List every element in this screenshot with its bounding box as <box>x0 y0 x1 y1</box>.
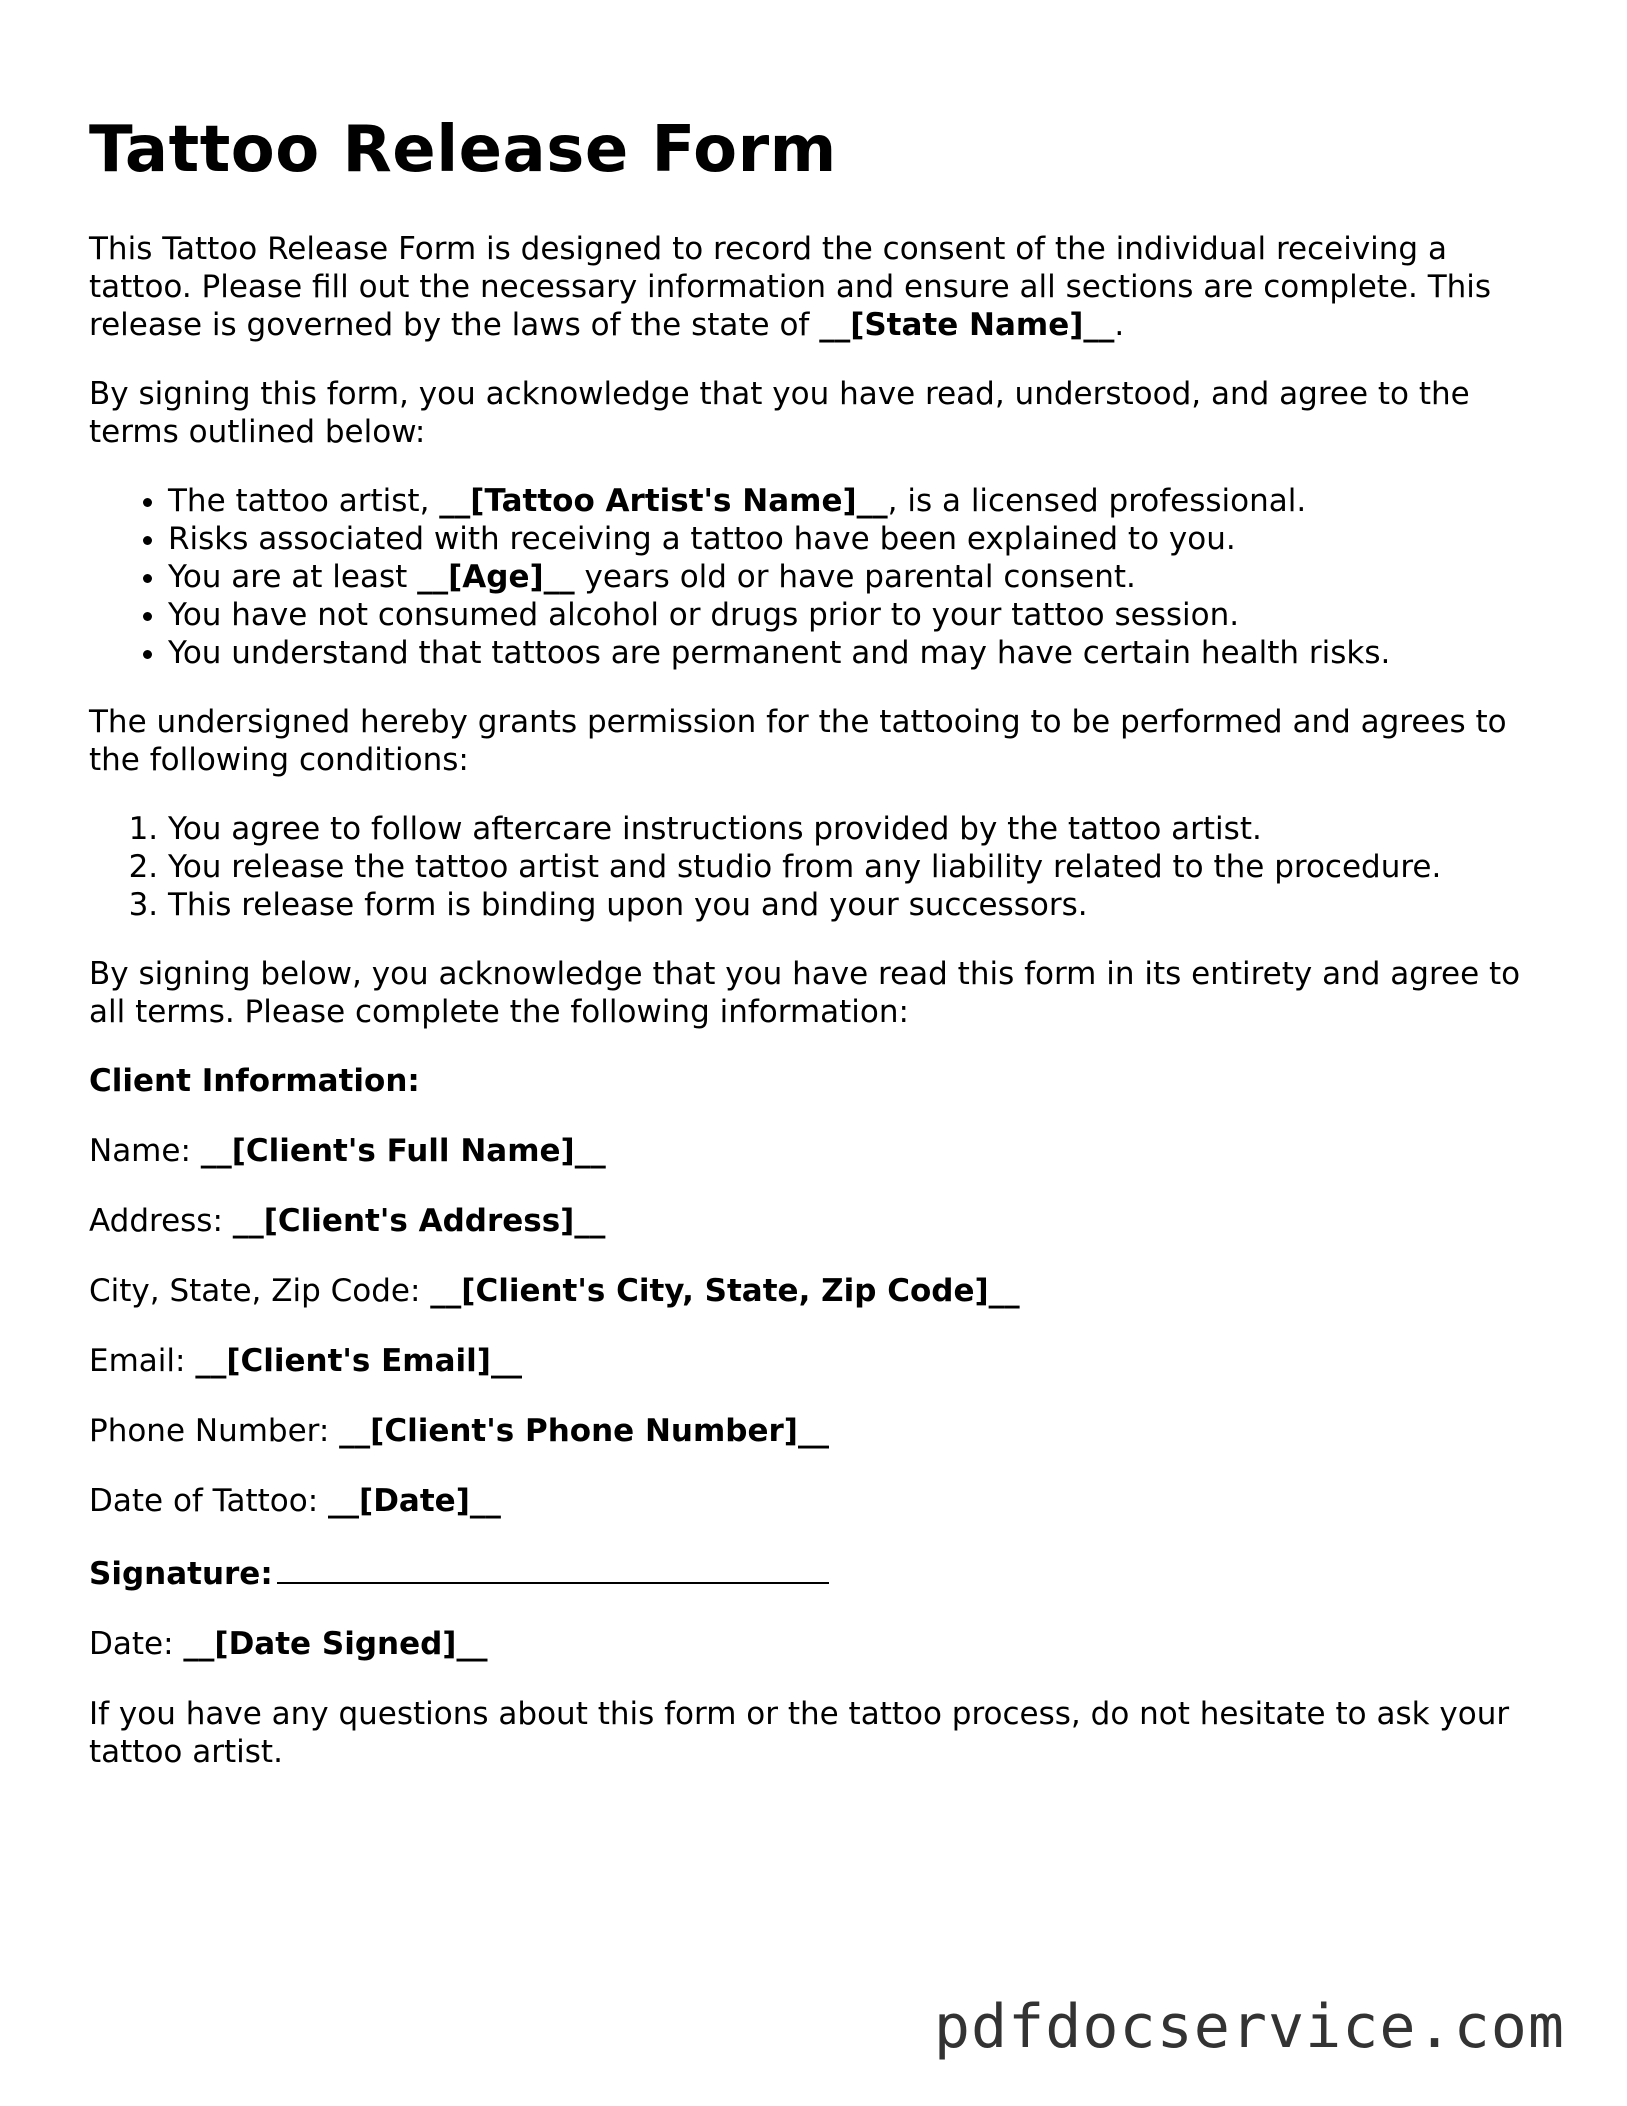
term-text: , is a licensed professional. <box>887 483 1307 519</box>
intro-end: . <box>1114 307 1125 343</box>
conditions-list <box>89 810 1539 924</box>
artist-name-placeholder: __[Tattoo Artist's Name]__ <box>439 483 888 519</box>
term-text: The tattoo artist, <box>168 483 440 519</box>
list-item: • You have not consumed alcohol or drugs prior to your tattoo session. <box>168 596 1539 634</box>
field-value: __[Client's Full Name]__ <box>200 1133 606 1169</box>
field-label: Email: <box>89 1343 196 1379</box>
age-placeholder: __[Age]__ <box>417 559 575 595</box>
state-placeholder: __[State Name]__ <box>819 307 1115 343</box>
field-label: Date of Tattoo: <box>89 1483 329 1519</box>
address-field[interactable] <box>89 1202 1539 1240</box>
field-label: Date: <box>89 1626 184 1662</box>
field-label: City, State, Zip Code: <box>89 1273 431 1309</box>
list-item <box>168 558 1539 596</box>
watermark: pdfdocservice.com <box>933 1992 1565 2062</box>
field-label: Name: <box>89 1133 201 1169</box>
name-field[interactable] <box>89 1132 1539 1170</box>
email-field[interactable] <box>89 1342 1539 1380</box>
signing-paragraph: By signing below, you acknowledge that you have read this form in its entirety and agree to all terms. Please complete the following information: <box>89 956 1521 1030</box>
document-page <box>89 112 1539 1802</box>
field-label: Address: <box>89 1203 233 1239</box>
signature-label: Signature: <box>89 1556 273 1592</box>
date-of-tattoo-field[interactable] <box>89 1482 1539 1520</box>
list-item: 3. This release form is binding upon you and your successors. <box>168 886 1539 924</box>
field-value: __[Date]__ <box>328 1483 501 1519</box>
phone-field[interactable] <box>89 1412 1539 1450</box>
page-title: Tattoo Release Form <box>89 113 837 187</box>
field-value: __[Client's City, State, Zip Code]__ <box>430 1273 1020 1309</box>
term-text: years old or have parental consent. <box>574 559 1136 595</box>
field-value: __[Client's Address]__ <box>232 1203 606 1239</box>
acknowledge-paragraph: By signing this form, you acknowledge that you have read, understood, and agree to the terms outlined below: <box>89 376 1470 450</box>
list-item: • You understand that tattoos are permanent and may have certain health risks. <box>168 634 1539 672</box>
signature-field[interactable] <box>89 1552 1539 1593</box>
term-text: You are at least <box>168 559 418 595</box>
list-item: • Risks associated with receiving a tattoo have been explained to you. <box>168 520 1539 558</box>
permission-paragraph: The undersigned hereby grants permission for the tattooing to be performed and agrees to the following conditions: <box>89 704 1507 778</box>
client-info-heading: Client Information: <box>89 1063 420 1099</box>
field-value: __[Client's Phone Number]__ <box>339 1413 829 1449</box>
intro-text: This Tattoo Release Form is designed to record the consent of the individual receiving a tattoo. Please fill out the necessary information and ensure all sections are complete. This release is governed by the laws of the state of <box>89 231 1492 343</box>
date-signed-field[interactable] <box>89 1625 1539 1663</box>
field-value: __[Client's Email]__ <box>195 1343 522 1379</box>
closing-paragraph: If you have any questions about this form or the tattoo process, do not hesitate to ask your tattoo artist. <box>89 1696 1510 1770</box>
list-item: 2. You release the tattoo artist and studio from any liability related to the procedure. <box>168 848 1539 886</box>
signature-line[interactable] <box>277 1552 829 1584</box>
field-label: Phone Number: <box>89 1413 340 1449</box>
list-item <box>168 482 1539 520</box>
terms-list <box>89 482 1539 672</box>
city-state-zip-field[interactable] <box>89 1272 1539 1310</box>
field-value: __[Date Signed]__ <box>183 1626 488 1662</box>
list-item: 1. You agree to follow aftercare instructions provided by the tattoo artist. <box>168 810 1539 848</box>
intro-paragraph <box>89 230 1539 344</box>
